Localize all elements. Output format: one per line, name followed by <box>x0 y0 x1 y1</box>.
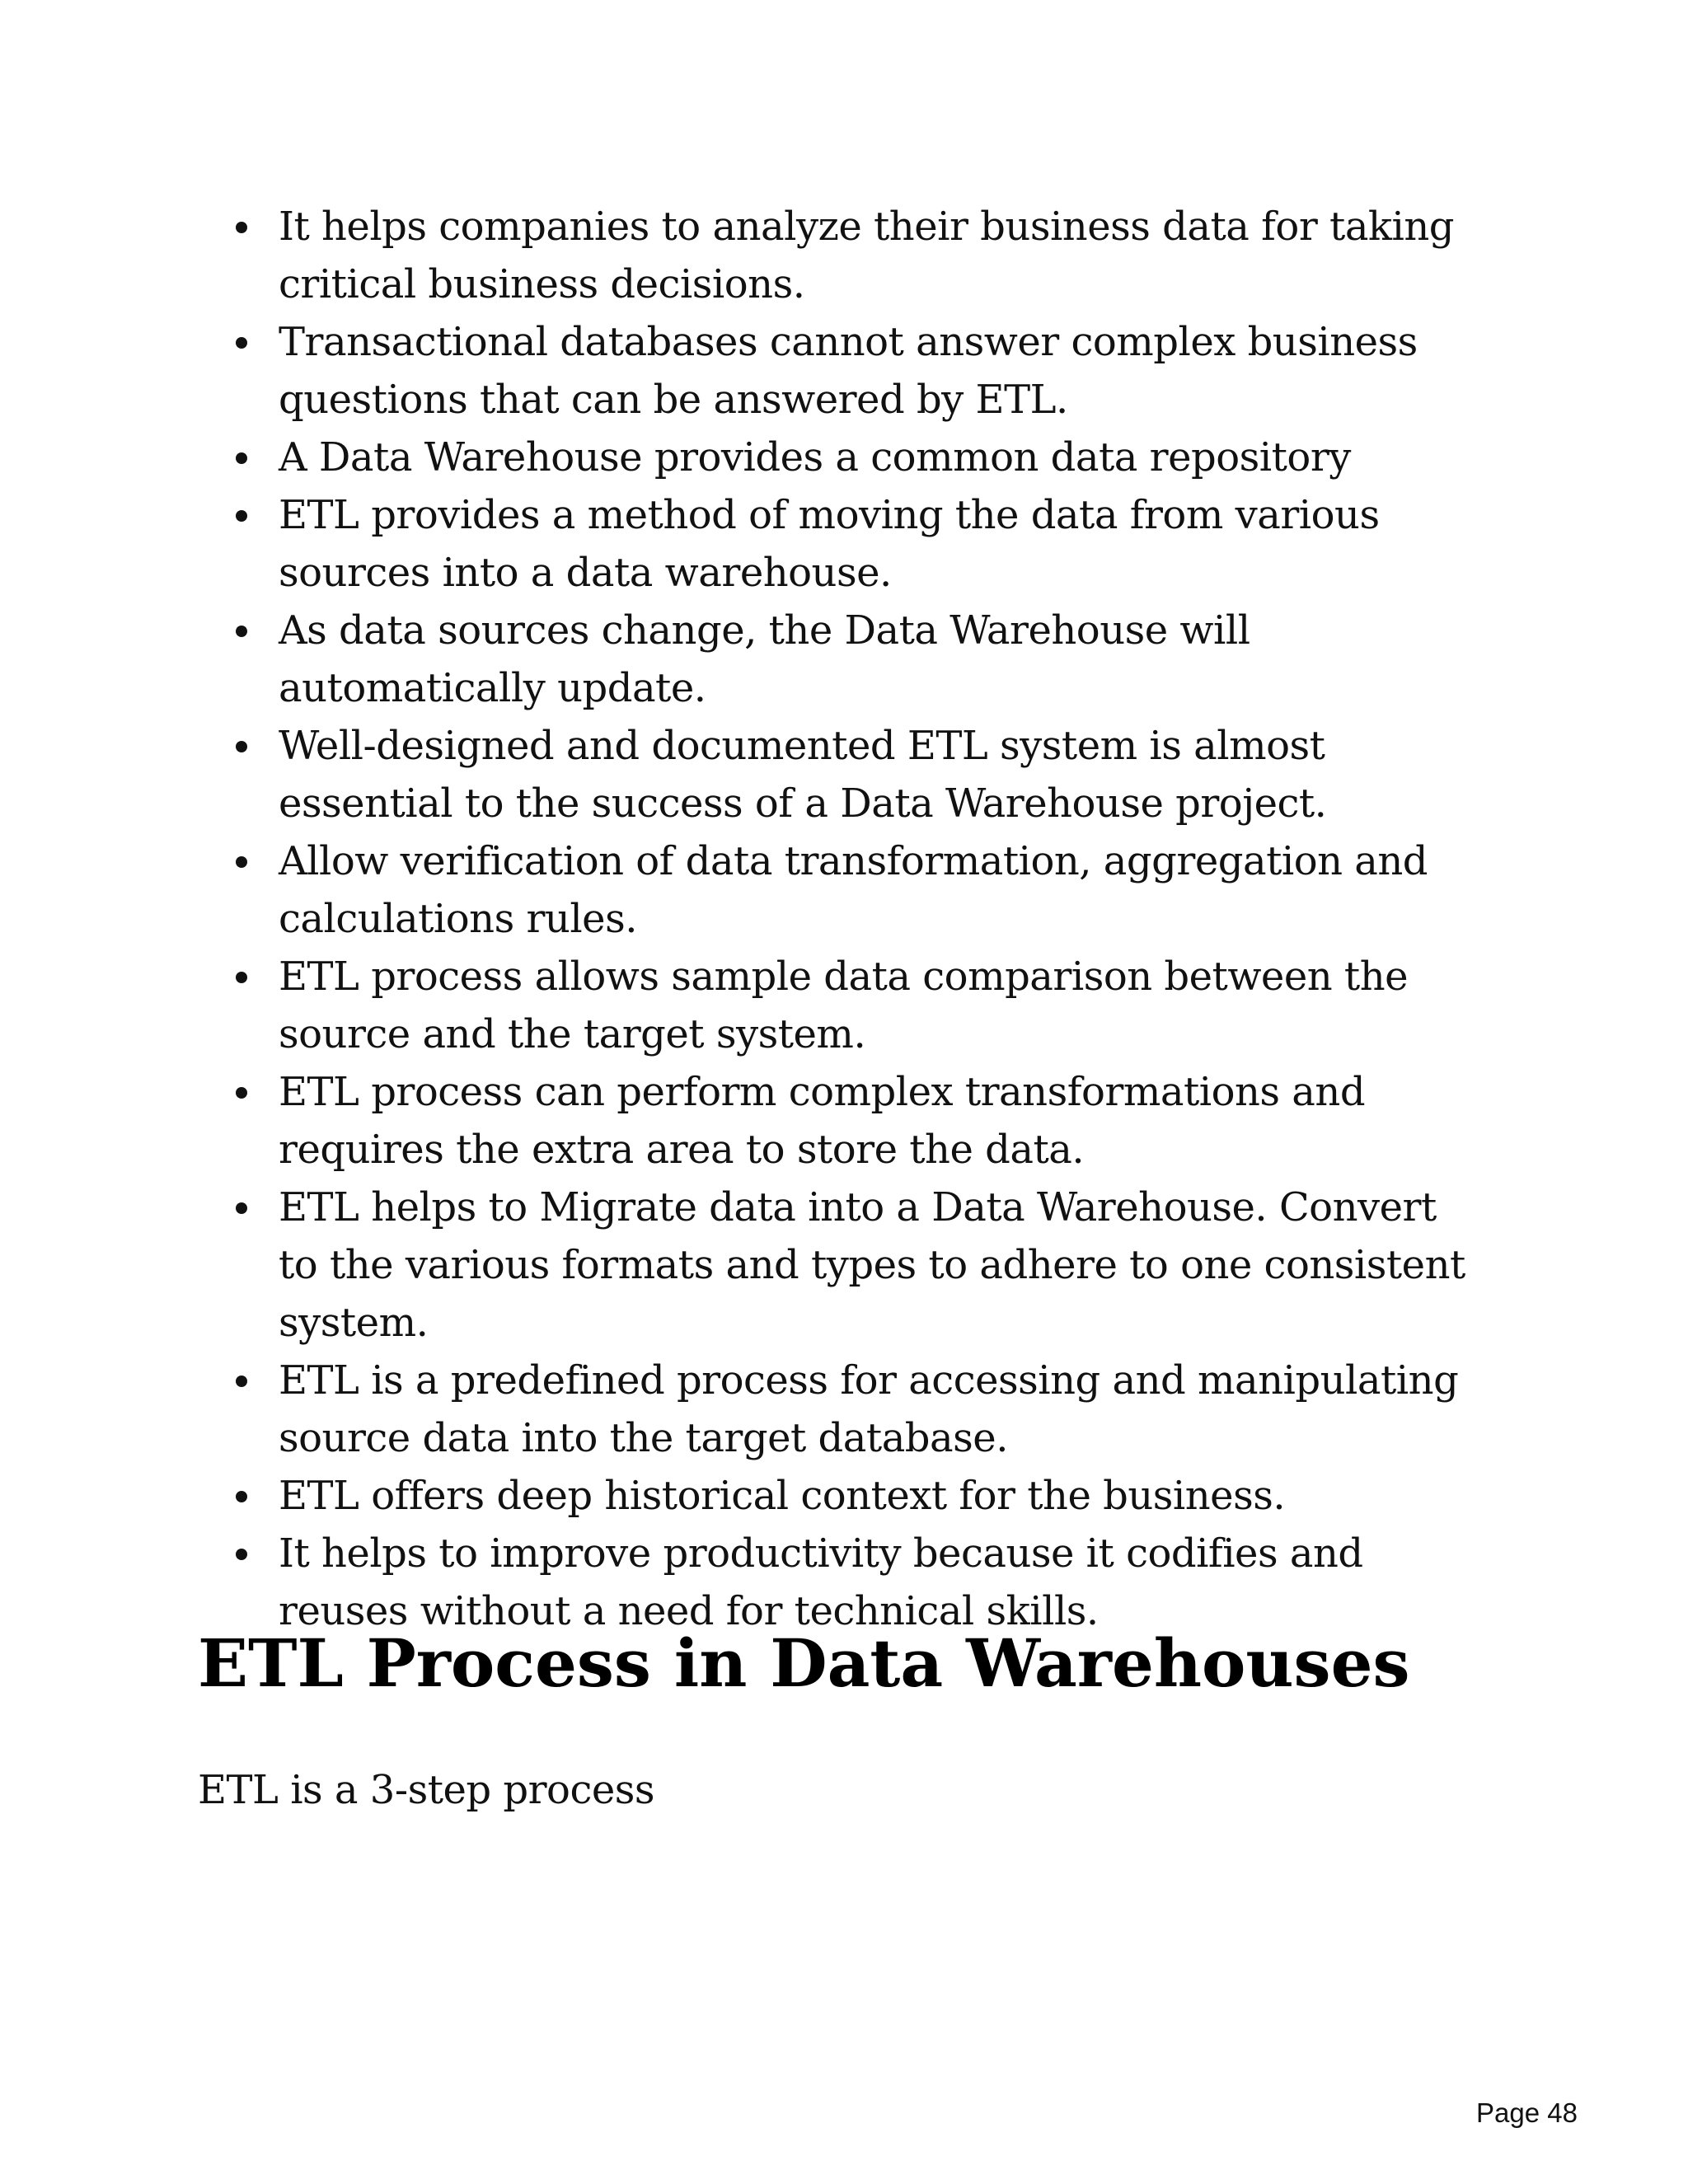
list-item-text: ETL process allows sample data comparison between the source and the target system. <box>279 954 1409 1057</box>
bullet-icon <box>236 510 247 522</box>
bullet-icon <box>236 626 247 637</box>
bullet-icon <box>236 741 247 752</box>
list-item <box>198 948 1484 1063</box>
page-number: Page 48 <box>1476 2097 1578 2128</box>
bullet-icon <box>236 856 247 868</box>
list-item-text: Transactional databases cannot answer complex business questions that can be answered by ETL. <box>279 319 1418 423</box>
list-item-text: Allow verification of data transformation, aggregation and calculations rules. <box>279 838 1428 942</box>
section-heading: ETL Process in Data Warehouses <box>198 1624 1410 1702</box>
list-item-text: It helps companies to analyze their business data for taking critical business decisions. <box>279 204 1455 307</box>
list-item <box>198 1063 1484 1179</box>
list-item-text: ETL offers deep historical context for the business. <box>279 1473 1286 1519</box>
list-item-text: ETL helps to Migrate data into a Data Warehouse. Convert to the various formats and types to adhere to one consistent system. <box>279 1184 1465 1346</box>
list-item-text: As data sources change, the Data Warehouse will automatically update. <box>279 607 1250 711</box>
list-item <box>198 602 1484 717</box>
bullet-icon <box>236 1549 247 1560</box>
section-paragraph: ETL is a 3-step process <box>198 1767 654 1813</box>
bullet-icon <box>236 972 247 983</box>
list-item <box>198 429 1484 486</box>
bullet-icon <box>236 222 247 233</box>
list-item-text: ETL provides a method of moving the data from various sources into a data warehouse. <box>279 492 1380 596</box>
list-item <box>198 832 1484 948</box>
list-item <box>198 717 1484 832</box>
list-item-text: ETL is a predefined process for accessing and manipulating source data into the target database. <box>279 1357 1459 1461</box>
list-item <box>198 1352 1484 1467</box>
list-item <box>198 198 1484 313</box>
bullet-icon <box>236 1491 247 1502</box>
list-item <box>198 313 1484 429</box>
bullet-icon <box>236 1376 247 1387</box>
list-item-text: Well-designed and documented ETL system is almost essential to the success of a Data Warehouse project. <box>279 723 1327 827</box>
list-item-text: A Data Warehouse provides a common data repository <box>279 434 1351 480</box>
list-item <box>198 486 1484 602</box>
bullet-icon <box>236 452 247 464</box>
list-item-text: It helps to improve productivity because it codifies and reuses without a need for technical skills. <box>279 1530 1363 1634</box>
bullet-icon <box>236 1087 247 1099</box>
list-item <box>198 1467 1484 1525</box>
bullet-icon <box>236 337 247 349</box>
benefits-bullet-list <box>198 198 1484 1640</box>
bullet-icon <box>236 1202 247 1214</box>
list-item-text: ETL process can perform complex transformations and requires the extra area to store the data. <box>279 1069 1366 1173</box>
list-item <box>198 1179 1484 1352</box>
